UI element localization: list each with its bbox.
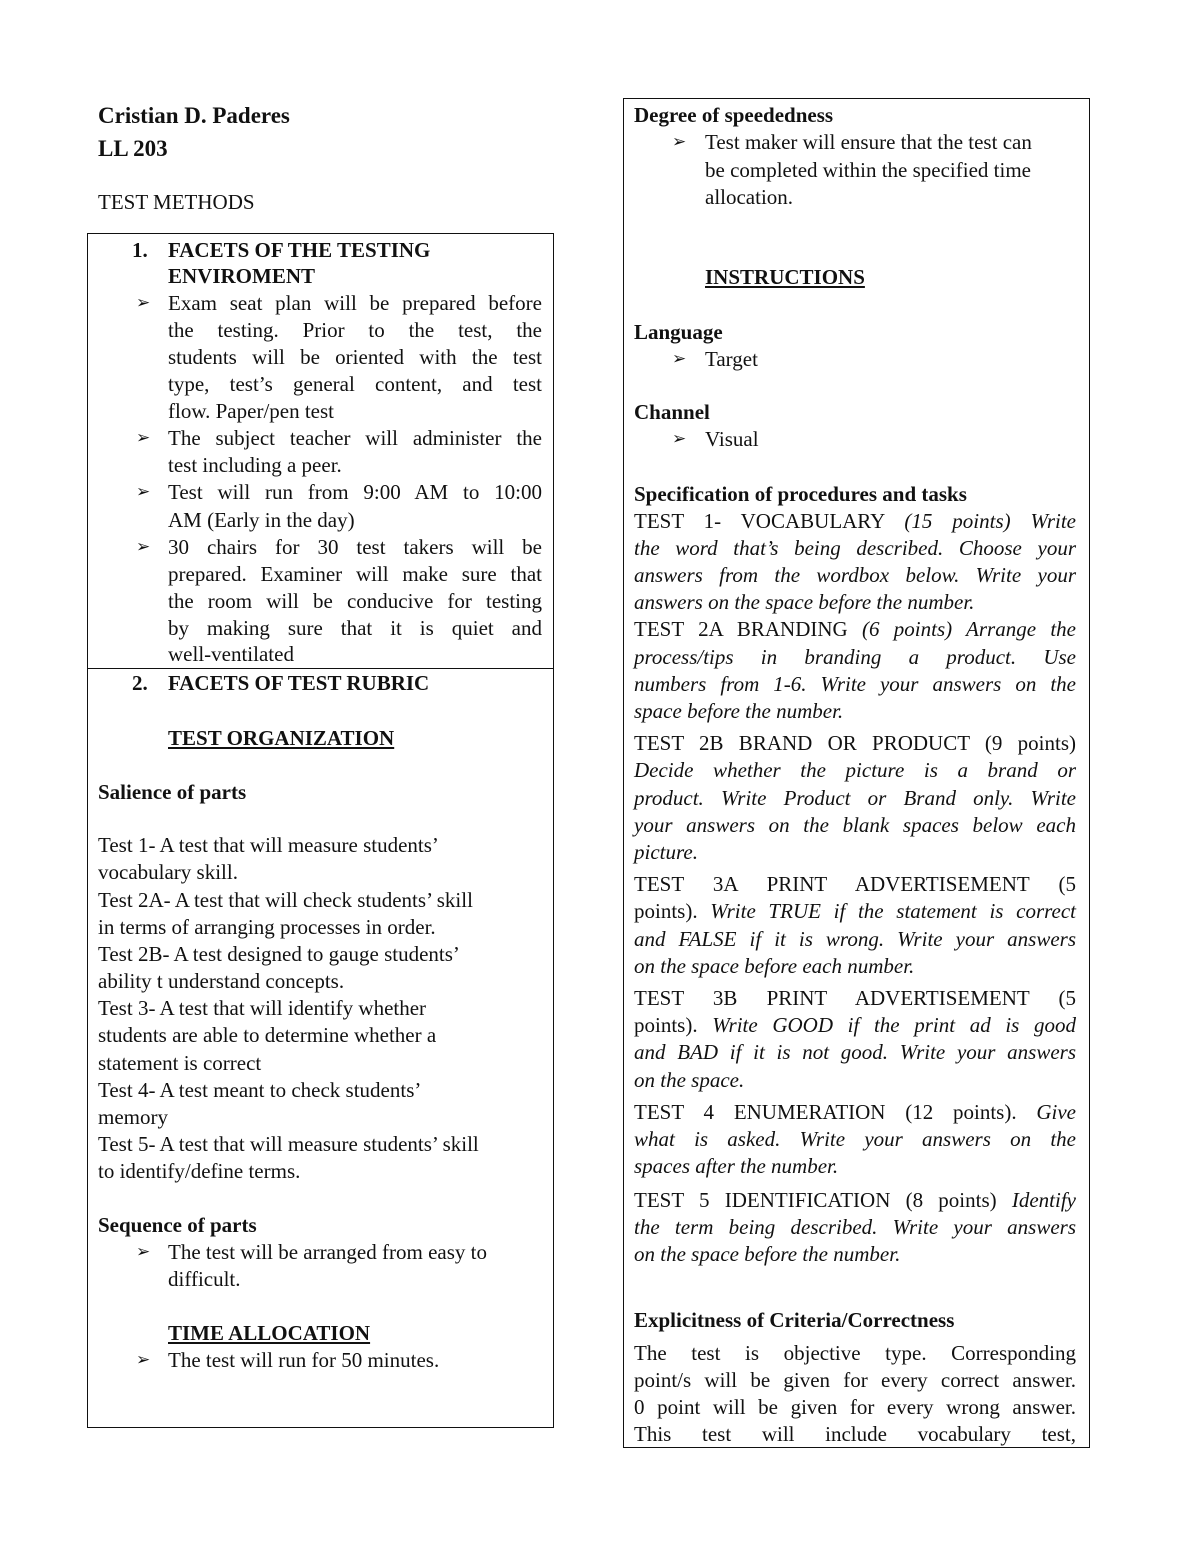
criteria-line: The test is objective type. Corresponding — [634, 1341, 1076, 1365]
subheading: Language — [634, 320, 723, 344]
subheading: Specification of procedures and tasks — [634, 482, 967, 506]
section-number: 1. — [132, 238, 148, 262]
test-instruction-line: picture. — [634, 840, 698, 864]
test-instruction-line: answers on the space before the number. — [634, 590, 975, 614]
bullet-text: students will be oriented with the test — [168, 345, 542, 369]
bullet-text: by making sure that it is quiet and — [168, 616, 542, 640]
bullet-arrow-icon: ➢ — [672, 429, 687, 448]
test-instruction-line: space before the number. — [634, 699, 844, 723]
bullet-text: flow. Paper/pen test — [168, 399, 335, 423]
test-italic: (6 points) Arrange the — [862, 617, 1076, 641]
salience-line: statement is correct — [98, 1051, 262, 1075]
salience-line: vocabulary skill. — [98, 860, 238, 884]
bullet-text: well-ventilated — [168, 642, 294, 666]
test-label: TEST 5 IDENTIFICATION (8 points) — [634, 1188, 1012, 1212]
bullet-text: The test will be arranged from easy to — [168, 1240, 487, 1264]
subheading: Salience of parts — [98, 780, 247, 804]
bullet-text: The subject teacher will administer the — [168, 426, 542, 450]
test-instruction-line — [634, 1012, 1076, 1038]
test-italic: (15 points) Write — [904, 509, 1076, 533]
bullet-arrow-icon: ➢ — [136, 1350, 151, 1369]
bullet-text: type, test’s general content, and test — [168, 372, 542, 396]
bullet-arrow-icon: ➢ — [136, 537, 151, 556]
subheading: INSTRUCTIONS — [705, 265, 865, 289]
subheading: Channel — [634, 400, 710, 424]
criteria-line: This test will include vocabulary test, — [634, 1422, 1076, 1446]
test-instruction-line: and FALSE if it is wrong. Write your answers — [634, 927, 1076, 951]
bullet-text: the room will be conducive for testing — [168, 589, 542, 613]
salience-line: Test 2B- A test designed to gauge students’ — [98, 942, 460, 966]
test-instruction-line — [634, 1187, 1076, 1213]
salience-line: Test 2A- A test that will check students’ skill — [98, 888, 473, 912]
test-italic: Write GOOD if the print ad is good — [712, 1013, 1076, 1037]
criteria-line: point/s will be given for every correct answer. — [634, 1368, 1076, 1392]
salience-line: Test 3- A test that will identify whether — [98, 996, 427, 1020]
subheading: Explicitness of Criteria/Correctness — [634, 1308, 955, 1332]
salience-line: in terms of arranging processes in order. — [98, 915, 436, 939]
test-label: TEST 2A BRANDING — [634, 617, 863, 641]
test-instruction-line: on the space before the number. — [634, 1242, 901, 1266]
test-points: points). — [634, 1013, 713, 1037]
salience-line: memory — [98, 1105, 168, 1129]
test-instruction-line: Decide whether the picture is a brand or — [634, 758, 1076, 782]
bullet-text: test including a peer. — [168, 453, 342, 477]
bullet-text: Target — [705, 347, 758, 371]
test-instruction-line — [634, 616, 1076, 642]
bullet-text: difficult. — [168, 1267, 241, 1291]
test-italic: Give — [1036, 1100, 1076, 1124]
salience-line: to identify/define terms. — [98, 1159, 301, 1183]
test-label: TEST 2B BRAND OR PRODUCT (9 points) — [634, 731, 1076, 755]
salience-line: Test 4- A test meant to check students’ — [98, 1078, 422, 1102]
bullet-text: Exam seat plan will be prepared before — [168, 291, 542, 315]
author-name: Cristian D. Paderes — [98, 103, 290, 128]
course-code: LL 203 — [98, 136, 168, 161]
test-instruction-line — [634, 508, 1076, 534]
test-label: TEST 3A PRINT ADVERTISEMENT (5 — [634, 872, 1076, 896]
test-label: TEST 3B PRINT ADVERTISEMENT (5 — [634, 986, 1076, 1010]
subheading: Degree of speededness — [634, 103, 834, 127]
bullet-arrow-icon: ➢ — [136, 1242, 151, 1261]
bullet-text: Test will run from 9:00 AM to 10:00 — [168, 480, 542, 504]
subheading: TEST ORGANIZATION — [168, 726, 395, 750]
test-instruction-line: product. Write Product or Brand only. Write — [634, 786, 1076, 810]
salience-line: Test 5- A test that will measure students’ skill — [98, 1132, 479, 1156]
bullet-arrow-icon: ➢ — [136, 428, 151, 447]
bullet-text: Test maker will ensure that the test can — [705, 130, 1032, 154]
test-instruction-line — [634, 898, 1076, 924]
section-heading: FACETS OF TEST RUBRIC — [168, 671, 430, 695]
bullet-text: allocation. — [705, 185, 794, 209]
test-label: TEST 1- VOCABULARY — [634, 509, 905, 533]
section-number: 2. — [132, 671, 148, 695]
test-instruction-line: answers from the wordbox below. Write your — [634, 563, 1076, 587]
test-points: points). — [634, 899, 711, 923]
test-italic: Identify — [1011, 1188, 1076, 1212]
bullet-text: Visual — [705, 427, 759, 451]
test-instruction-line: and BAD if it is not good. Write your answers — [634, 1040, 1076, 1064]
bullet-arrow-icon: ➢ — [672, 132, 687, 151]
test-instruction-line: on the space before each number. — [634, 954, 915, 978]
test-instruction-line: the term being described. Write your answers — [634, 1215, 1076, 1239]
test-instruction-line: process/tips in branding a product. Use — [634, 645, 1076, 669]
test-instruction-line: numbers from 1-6. Write your answers on the — [634, 672, 1076, 696]
bullet-text: AM (Early in the day) — [168, 508, 355, 532]
salience-line: ability t understand concepts. — [98, 969, 345, 993]
subheading: TIME ALLOCATION — [168, 1321, 371, 1345]
test-instruction-line: spaces after the number. — [634, 1154, 839, 1178]
test-instruction-line — [634, 1099, 1076, 1125]
section-heading: FACETS OF THE TESTING — [168, 238, 431, 262]
test-instruction-line: on the space. — [634, 1068, 745, 1092]
bullet-text: prepared. Examiner will make sure that — [168, 562, 542, 586]
bullet-text: be completed within the specified time — [705, 158, 1031, 182]
test-instruction-line: the word that’s being described. Choose your — [634, 536, 1076, 560]
criteria-line: 0 point will be given for every wrong answer. — [634, 1395, 1076, 1419]
bullet-arrow-icon: ➢ — [136, 293, 151, 312]
salience-line: students are able to determine whether a — [98, 1023, 437, 1047]
bullet-arrow-icon: ➢ — [672, 349, 687, 368]
test-instruction-line: what is asked. Write your answers on the — [634, 1127, 1076, 1151]
bullet-text: The test will run for 50 minutes. — [168, 1348, 440, 1372]
page-title: TEST METHODS — [98, 190, 255, 214]
bullet-text: 30 chairs for 30 test takers will be — [168, 535, 542, 559]
bullet-text: the testing. Prior to the test, the — [168, 318, 542, 342]
test-italic: Write TRUE if the statement is correct — [710, 899, 1076, 923]
salience-line: Test 1- A test that will measure students’ — [98, 833, 439, 857]
test-label: TEST 4 ENUMERATION (12 points). — [634, 1100, 1037, 1124]
bullet-arrow-icon: ➢ — [136, 482, 151, 501]
section-heading-cont: ENVIROMENT — [168, 264, 316, 288]
test-instruction-line: your answers on the blank spaces below each — [634, 813, 1076, 837]
subheading: Sequence of parts — [98, 1213, 257, 1237]
